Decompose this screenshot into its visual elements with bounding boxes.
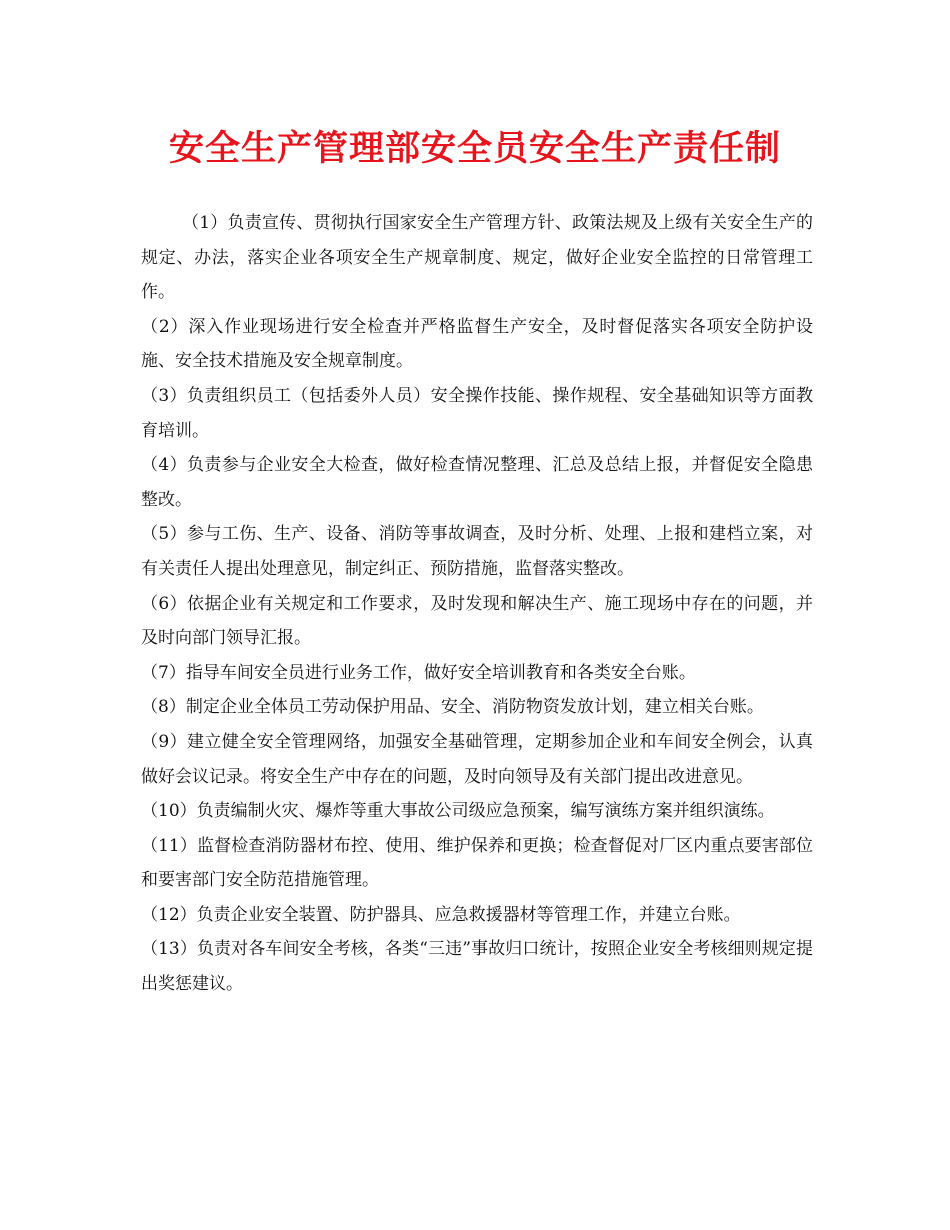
document-title: 安全生产管理部安全员安全生产责任制 [168,128,781,169]
clause-12: （12）负责企业安全装置、防护器具、应急救援器材等管理工作，并建立台账。 [141,904,741,925]
clause-10: （10）负责编制火灾、爆炸等重大事故公司级应急预案，编写演练方案并组织演练。 [141,801,775,822]
clause-11: （11）监督检查消防器材布控、使用、维护保养和更换；检查督促对厂区内重点要害部位和要害部门安全防范措施管理。 [141,835,813,891]
clause-5: （5）参与工伤、生产、设备、消防等事故调查，及时分析、处理、上报和建档立案，对有关责任人提出处理意见，制定纠正、预防措施，监督落实整改。 [141,524,813,579]
clause-7: （7）指导车间安全员进行业务工作，做好安全培训教育和各类安全台账。 [141,662,696,683]
clause-4: （4）负责参与企业安全大检查，做好检查情况整理、汇总及总结上报，并督促安全隐患整改。 [141,455,813,510]
clause-1: （1）负责宣传、贯彻执行国家安全生产管理方针、政策法规及上级有关安全生产的规定、办法，落实企业各项安全生产规章制度、规定，做好企业安全监控的日常管理工作。 [141,213,813,303]
clause-2: （2）深入作业现场进行安全检查并严格监督生产安全，及时督促落实各项安全防护设施、安全技术措施及安全规章制度。 [141,316,813,372]
document-body [141,206,813,1002]
clause-9: （9）建立健全安全管理网络，加强安全基础管理，定期参加企业和车间安全例会，认真做好会议记录。将安全生产中存在的问题，及时向领导及有关部门提出改进意见。 [141,731,813,787]
clause-3: （3）负责组织员工（包括委外人员）安全操作技能、操作规程、安全基础知识等方面教育培训。 [141,385,813,441]
clause-6: （6）依据企业有关规定和工作要求，及时发现和解决生产、施工现场中存在的问题，并及时向部门领导汇报。 [141,593,813,649]
clause-8: （8）制定企业全体员工劳动保护用品、安全、消防物资发放计划，建立相关台账。 [141,697,764,718]
clause-13: （13）负责对各车间安全考核，各类“三违”事故归口统计，按照企业安全考核细则规定提出奖惩建议。 [141,939,813,995]
